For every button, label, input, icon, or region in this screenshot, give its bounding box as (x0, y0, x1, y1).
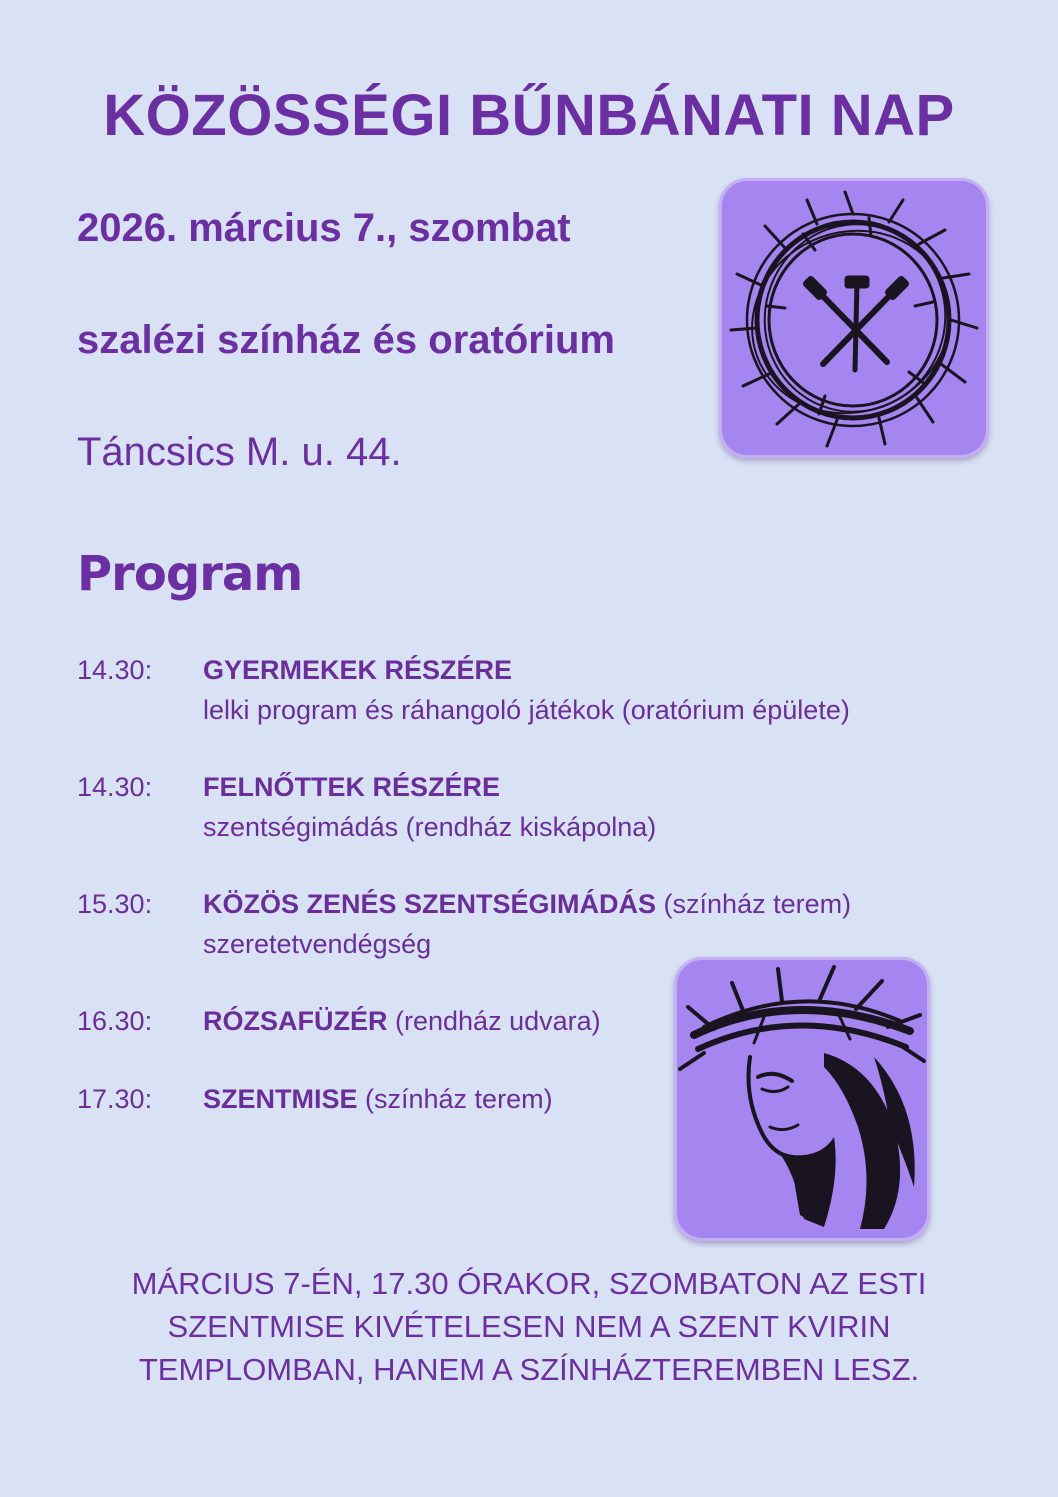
program-heading: Program (77, 546, 303, 602)
schedule-title: SZENTMISE (203, 1084, 358, 1114)
notice-text (79, 1262, 979, 1391)
schedule-detail: szeretetvendégség (203, 929, 432, 959)
event-venue: szalézi színház és oratórium (77, 318, 615, 362)
schedule-time: 16.30: (77, 1006, 153, 1036)
schedule-time: 14.30: (77, 772, 153, 802)
schedule-title: FELNŐTTEK RÉSZÉRE (203, 772, 501, 802)
christ-icon (674, 957, 930, 1241)
schedule-detail: szentségimádás (rendház kiskápolna) (203, 812, 657, 842)
page-title: KÖZÖSSÉGI BŰNBÁNATI NAP (103, 83, 955, 148)
crown-of-thorns-icon (719, 178, 989, 458)
schedule-place: (színház terem) (656, 889, 852, 919)
event-date: 2026. március 7., szombat (77, 206, 571, 250)
schedule-title: GYERMEKEK RÉSZÉRE (203, 655, 513, 685)
schedule-place: (színház terem) (357, 1084, 553, 1114)
schedule-title: RÓZSAFÜZÉR (203, 1006, 388, 1036)
notice-line: TEMPLOMBAN, HANEM A SZÍNHÁZTEREMBEN LESZ. (138, 1352, 920, 1387)
notice-line: MÁRCIUS 7-ÉN, 17.30 ÓRAKOR, SZOMBATON AZ ESTI (131, 1266, 927, 1301)
notice-line: SZENTMISE KIVÉTELESEN NEM A SZENT KVIRIN (167, 1309, 891, 1344)
schedule-place: (rendház udvara) (387, 1006, 601, 1036)
schedule-time: 17.30: (77, 1084, 153, 1114)
event-address: Táncsics M. u. 44. (77, 430, 402, 474)
schedule-detail: lelki program és ráhangoló játékok (oratórium épülete) (203, 695, 850, 725)
schedule-time: 14.30: (77, 655, 153, 685)
schedule-time: 15.30: (77, 889, 153, 919)
schedule-title: KÖZÖS ZENÉS SZENTSÉGIMÁDÁS (203, 889, 657, 919)
